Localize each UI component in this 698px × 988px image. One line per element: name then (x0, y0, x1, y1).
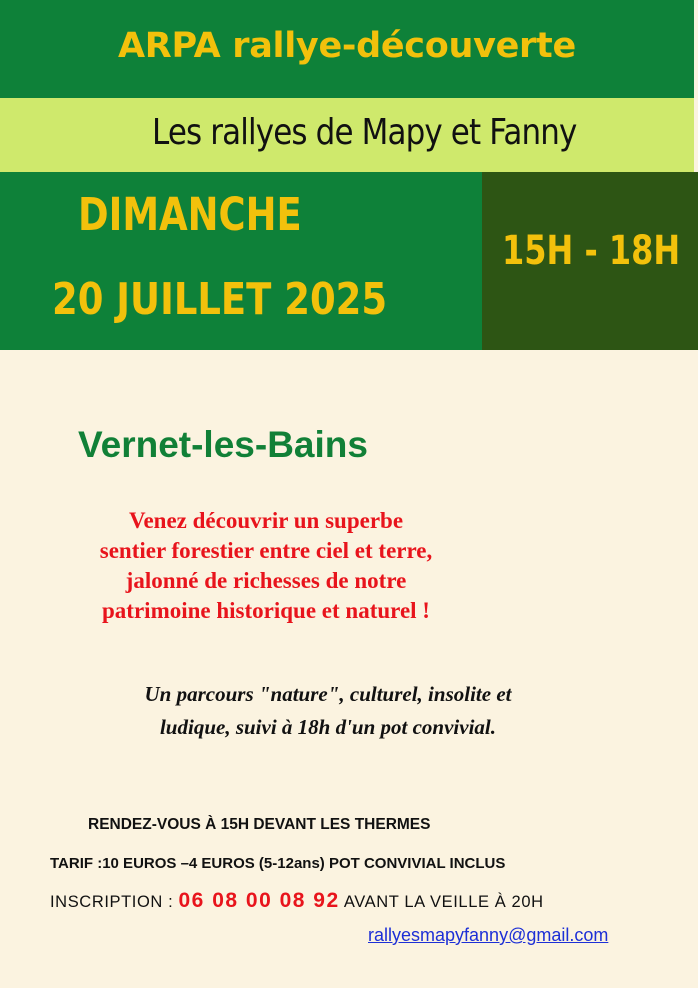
event-place: Vernet-les-Bains (78, 424, 368, 465)
inscription-label: INSCRIPTION : (50, 893, 179, 911)
rendezvous-info: RENDEZ-VOUS À 15H DEVANT LES THERMES (88, 816, 431, 833)
date-band (0, 172, 482, 350)
description-line: patrimoine historique et naturel ! (102, 598, 430, 623)
inscription-info (50, 889, 544, 913)
email-link[interactable]: rallyesmapyfanny@gmail.com (368, 925, 609, 945)
event-hours: 15H - 18H (502, 228, 681, 274)
parcours-line: ludique, suivi à 18h d'un pot convivial. (159, 715, 497, 739)
event-day: DIMANCHE (78, 188, 302, 241)
page-subtitle: Les rallyes de Mapy et Fanny (152, 112, 577, 153)
parcours-line: Un parcours "nature", culturel, insolite et (144, 682, 512, 706)
title-band (0, 0, 694, 98)
description-line: jalonné de richesses de notre (125, 568, 407, 593)
subtitle-band (0, 98, 694, 172)
event-date: 20 JUILLET 2025 (52, 274, 388, 325)
tarif-info: TARIF :10 EUROS –4 EUROS (5-12ans) POT CONVIVIAL INCLUS (50, 855, 506, 872)
parcours-text (60, 678, 596, 744)
page-title: ARPA rallye-découverte (118, 26, 576, 66)
inscription-deadline: AVANT LA VEILLE À 20H (339, 893, 544, 911)
phone-number[interactable]: 06 08 00 08 92 (178, 889, 340, 912)
hours-band (482, 172, 698, 350)
description-line: Venez découvrir un superbe (128, 508, 404, 533)
description (36, 506, 496, 626)
description-line: sentier forestier entre ciel et terre, (99, 538, 433, 563)
